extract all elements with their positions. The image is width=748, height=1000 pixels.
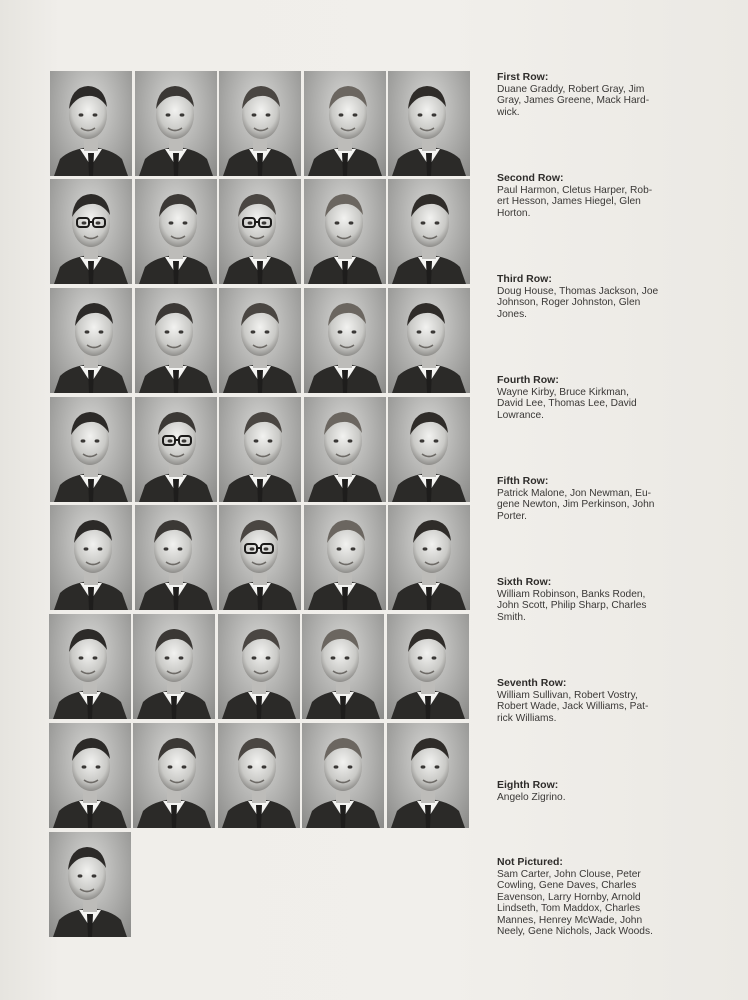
portrait-figure (388, 397, 470, 502)
caption-heading: Seventh Row: (497, 677, 567, 689)
portrait-figure (219, 179, 301, 284)
portrait-figure (304, 288, 386, 393)
portrait-photo (218, 614, 300, 719)
caption-names-line: Patrick Malone, Jon Newman, Eu- (497, 488, 652, 499)
caption-group (497, 779, 669, 803)
caption-names-line: Robert Wade, Jack Williams, Pat- (497, 701, 649, 713)
caption-heading: Eighth Row: (497, 779, 559, 791)
caption-names-line: William Robinson, Banks Roden, (497, 589, 646, 600)
portrait-photo (135, 288, 217, 393)
portrait-figure (218, 723, 300, 828)
portrait-photo (133, 723, 215, 828)
portrait-photo (50, 397, 132, 502)
portrait-figure (133, 723, 215, 828)
portrait-photo (304, 179, 386, 284)
portrait-photo (302, 614, 384, 719)
caption-names-line: Lindseth, Tom Maddox, Charles (497, 903, 641, 915)
caption-names-line: Wayne Kirby, Bruce Kirkman, (497, 387, 629, 398)
caption-group (497, 677, 669, 724)
portrait-figure (49, 832, 131, 937)
caption-names-line: Gray, James Greene, Mack Hard- (497, 95, 650, 107)
caption-group (497, 273, 669, 320)
caption-group (497, 71, 669, 118)
portrait-figure (50, 505, 132, 610)
portrait-photo (135, 397, 217, 502)
portrait-photo (50, 179, 132, 284)
portrait-figure (302, 614, 384, 719)
portrait-figure (135, 288, 217, 393)
caption-names-line: Paul Harmon, Cletus Harper, Rob- (497, 185, 653, 196)
caption-names-line: John Scott, Philip Sharp, Charles (497, 600, 647, 612)
portrait-figure (387, 614, 469, 719)
portrait-figure (304, 397, 386, 502)
portrait-figure (49, 723, 131, 828)
portrait-photo (304, 505, 386, 610)
portrait-photo (135, 71, 217, 176)
portrait-photo (302, 723, 384, 828)
portrait-photo (49, 723, 131, 828)
caption-names-line: Neely, Gene Nichols, Jack Woods. (497, 926, 653, 938)
portrait-photo (49, 832, 131, 937)
portrait-figure (50, 179, 132, 284)
caption-heading: Fifth Row: (497, 475, 549, 487)
caption-names-line: wick. (497, 106, 520, 118)
caption-names-line: Mannes, Henrey McWade, John (497, 914, 643, 926)
portrait-photo (50, 71, 132, 176)
portrait-figure (135, 505, 217, 610)
portrait-figure (388, 505, 470, 610)
caption-names-line: gene Newton, Jim Perkinson, John (497, 499, 655, 511)
caption-group (497, 475, 669, 522)
caption-names-line: Angelo Zigrino. (497, 792, 566, 803)
portrait-photo (219, 397, 301, 502)
caption-heading: Third Row: (497, 273, 552, 285)
portrait-figure (219, 71, 301, 176)
portrait-photo (388, 288, 470, 393)
caption-names-line: Cowling, Gene Daves, Charles (497, 880, 637, 892)
caption-group (497, 172, 669, 219)
portrait-photo (388, 505, 470, 610)
caption-names-line: Jones. (497, 308, 528, 320)
caption-group (497, 374, 669, 421)
caption-heading: Not Pictured: (497, 856, 563, 868)
portrait-photo (387, 614, 469, 719)
caption-heading: Fourth Row: (497, 374, 559, 386)
portrait-figure (50, 397, 132, 502)
portrait-photo (388, 179, 470, 284)
caption-names-line: Porter. (497, 510, 528, 522)
caption-names-line: David Lee, Thomas Lee, David (497, 398, 637, 410)
portrait-photo (218, 723, 300, 828)
caption-names-line: Doug House, Thomas Jackson, Joe (497, 286, 659, 297)
portrait-figure (388, 71, 470, 176)
portrait-figure (50, 288, 132, 393)
caption-names-line: rick Williams. (497, 712, 557, 724)
portrait-photo (135, 505, 217, 610)
portrait-figure (133, 614, 215, 719)
caption-names-line: Lowrance. (497, 409, 545, 421)
caption-names-line: William Sullivan, Robert Vostry, (497, 690, 638, 701)
caption-group (497, 856, 669, 937)
portrait-photo (50, 505, 132, 610)
caption-names-line: Sam Carter, John Clouse, Peter (497, 869, 641, 880)
portrait-photo (304, 288, 386, 393)
caption-names-line: ert Hesson, James Hiegel, Glen (497, 196, 641, 208)
portrait-photo (387, 723, 469, 828)
caption-heading: Sixth Row: (497, 576, 552, 588)
portrait-photo (388, 397, 470, 502)
portrait-figure (135, 179, 217, 284)
caption-heading: Second Row: (497, 172, 564, 184)
portrait-figure (50, 71, 132, 176)
portrait-photo (219, 71, 301, 176)
portrait-photo (304, 71, 386, 176)
portrait-photo (49, 614, 131, 719)
portrait-figure (135, 71, 217, 176)
portrait-figure (304, 179, 386, 284)
caption-names-line: Horton. (497, 207, 531, 219)
caption-names-line: Duane Graddy, Robert Gray, Jim (497, 84, 645, 95)
caption-group (497, 576, 669, 623)
caption-names-line: Johnson, Roger Johnston, Glen (497, 297, 641, 309)
portrait-photo (50, 288, 132, 393)
portrait-figure (388, 288, 470, 393)
caption-column (497, 0, 677, 1000)
portrait-photo (133, 614, 215, 719)
portrait-photo (219, 288, 301, 393)
portrait-figure (304, 71, 386, 176)
portrait-figure (387, 723, 469, 828)
portrait-figure (135, 397, 217, 502)
portrait-figure (304, 505, 386, 610)
portrait-photo (388, 71, 470, 176)
portrait-figure (218, 614, 300, 719)
portrait-photo (219, 505, 301, 610)
portrait-figure (219, 288, 301, 393)
portrait-figure (302, 723, 384, 828)
portrait-photo (304, 397, 386, 502)
caption-names-line: Smith. (497, 611, 526, 623)
caption-names-line: Eavenson, Larry Hornby, Arnold (497, 891, 641, 903)
portrait-photo (219, 179, 301, 284)
portrait-figure (49, 614, 131, 719)
portrait-photo (135, 179, 217, 284)
portrait-figure (219, 397, 301, 502)
portrait-figure (388, 179, 470, 284)
caption-heading: First Row: (497, 71, 549, 83)
portrait-figure (219, 505, 301, 610)
